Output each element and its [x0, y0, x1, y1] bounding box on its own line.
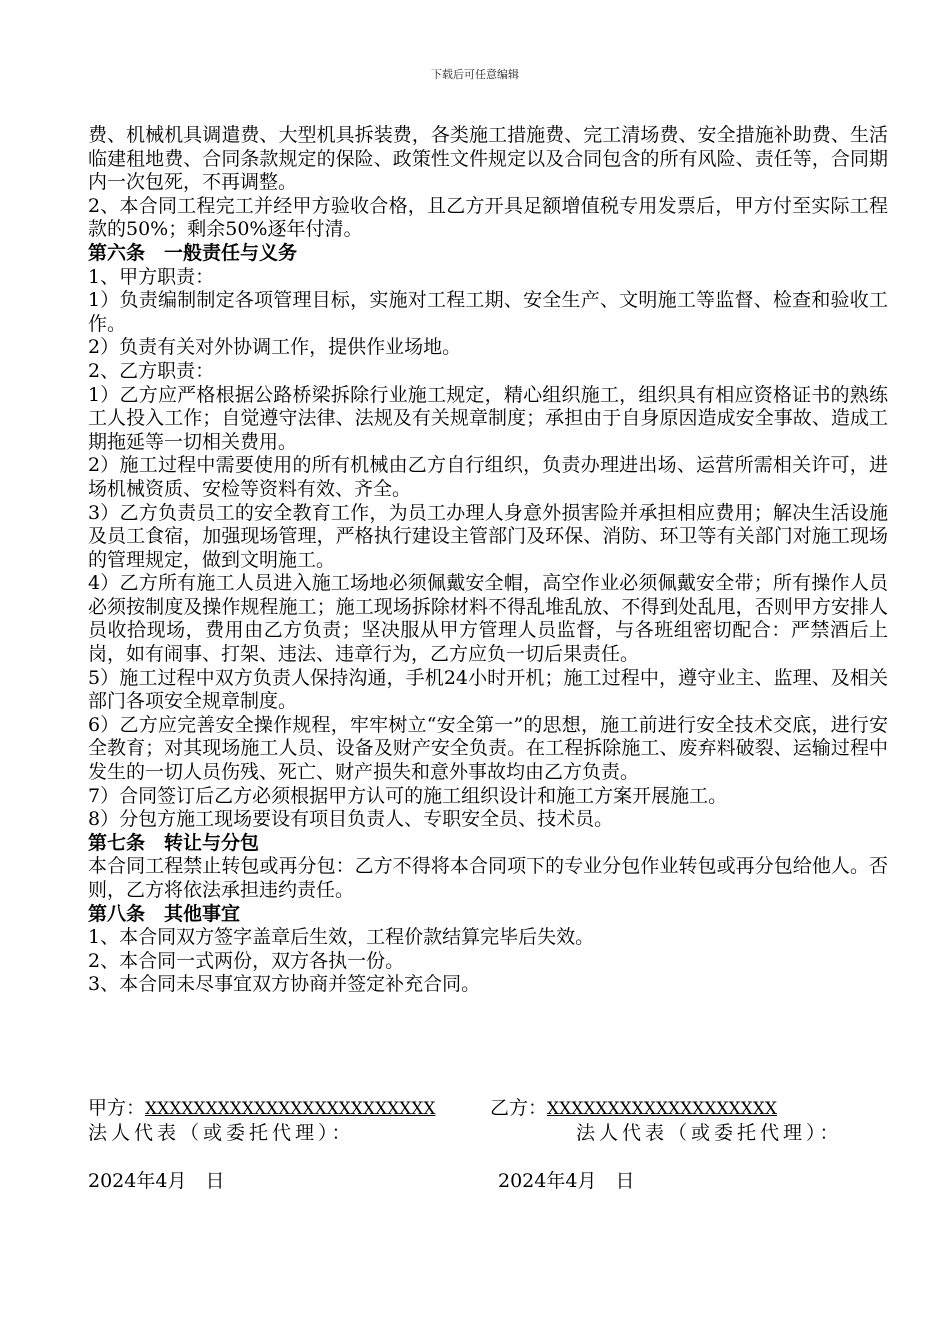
party-a-signature-line	[88, 1097, 435, 1121]
party-b-signature-line	[490, 1097, 777, 1121]
paragraph-party-b-duties-title: 2、乙方职责：	[88, 359, 215, 382]
paragraph-payment-terms: 2、本合同工程完工并经甲方验收合格，且乙方开具足额增值税专用发票后，甲方付至实际工程款的50%；剩余50%逐年付清。	[88, 194, 888, 241]
paragraph-party-b-duty-8: 8）分包方施工现场要设有项目负责人、专职安全员、技术员。	[88, 808, 614, 831]
paragraph-party-a-duty-2: 2）负责有关对外协调工作，提供作业场地。	[88, 336, 462, 359]
party-b-date: 2024年4月 日	[498, 1170, 635, 1192]
party-a-name-field: XXXXXXXXXXXXXXXXXXXXXXXX	[145, 1099, 436, 1119]
paragraph-party-b-duty-1: 1）乙方应严格根据公路桥梁拆除行业施工规定，精心组织施工，组织具有相应资格证书的熟练工人投入工作；自觉遵守法律、法规及有关规章制度；承担由于自身原因造成安全事故、造成工期拖延等一切相关费用。	[88, 383, 888, 453]
paragraph-party-a-duty-1: 1）负责编制制定各项管理目标，实施对工程工期、安全生产、文明施工等监督、检查和验收工作。	[88, 289, 888, 335]
section-heading-article-8: 第八条 其他事宜	[88, 902, 241, 925]
paragraph-party-b-duty-6: 6）乙方应完善安全操作规程，牢牢树立“安全第一”的思想，施工前进行安全技术交底，进行安全教育；对其现场施工人员、设备及财产安全负责。在工程拆除施工、废弃料破裂、运输过程中发生的一切人员伤残、死亡、财产损失和意外事故均由乙方负责。	[88, 713, 888, 784]
paragraph-party-b-duty-5: 5）施工过程中双方负责人保持沟通，手机24小时开机；施工过程中，遵守业主、监理、及相关部门各项安全规章制度。	[88, 666, 888, 713]
party-a-legal-representative: 法人代表（或委托代理）：	[88, 1122, 355, 1144]
paragraph-party-b-duty-2: 2）施工过程中需要使用的所有机械由乙方自行组织，负责办理进出场、运营所需相关许可，进场机械资质、安检等资料有效、齐全。	[88, 454, 888, 500]
paragraph-misc-1: 1、本合同双方签字盖章后生效，工程价款结算完毕后失效。	[88, 926, 595, 949]
paragraph-party-b-duty-3: 3）乙方负责员工的安全教育工作，为员工办理人身意外损害险并承担相应费用；解决生活设施及员工食宿，加强现场管理，严格执行建设主管部门及环保、消防、环卫等有关部门对施工现场的管理规定，做到文明施工。	[88, 501, 888, 571]
party-b-legal-representative: 法人代表（或委托代理）：	[576, 1122, 843, 1144]
party-b-label: 乙方：	[490, 1097, 548, 1119]
section-heading-article-6: 第六条 一般责任与义务	[88, 241, 298, 264]
paragraph-party-a-duties-title: 1、甲方职责：	[88, 265, 215, 288]
contract-body	[88, 124, 888, 997]
party-b-name-field: XXXXXXXXXXXXXXXXXXX	[547, 1099, 777, 1119]
paragraph-party-b-duty-4: 4）乙方所有施工人员进入施工场地必须佩戴安全帽，高空作业必须佩戴安全带；所有操作人员必须按制度及操作规程施工；施工现场拆除材料不得乱堆乱放、不得到处乱甩，否则甲方安排人员收拾现场，费用由乙方负责；坚决服从甲方管理人员监督，与各班组密切配合：严禁酒后上岗，如有闹事、打架、违法、违章行为，乙方应负一切后果责任。	[88, 572, 888, 666]
paragraph-misc-2: 2、本合同一式两份，双方各执一份。	[88, 949, 405, 972]
paragraph-party-b-duty-7: 7）合同签订后乙方必须根据甲方认可的施工组织设计和施工方案开展施工。	[88, 784, 728, 807]
party-a-date: 2024年4月 日	[88, 1170, 225, 1192]
party-a-label: 甲方：	[88, 1097, 146, 1119]
header-note: 下载后可任意编辑	[431, 68, 519, 81]
section-heading-article-7: 第七条 转让与分包	[88, 831, 260, 854]
paragraph-subcontract-ban: 本合同工程禁止转包或再分包：乙方不得将本合同项下的专业分包作业转包或再分包给他人。否则，乙方将依法承担违约责任。	[88, 855, 888, 901]
paragraph-misc-3: 3、本合同未尽事宜双方协商并签定补充合同。	[88, 973, 481, 996]
paragraph-fee-list: 费、机械机具调遣费、大型机具拆装费，各类施工措施费、完工清场费、安全措施补助费、生活临建租地费、合同条款规定的保险、政策性文件规定以及合同包含的所有风险、责任等，合同期内一次包死，不再调整。	[88, 124, 888, 194]
